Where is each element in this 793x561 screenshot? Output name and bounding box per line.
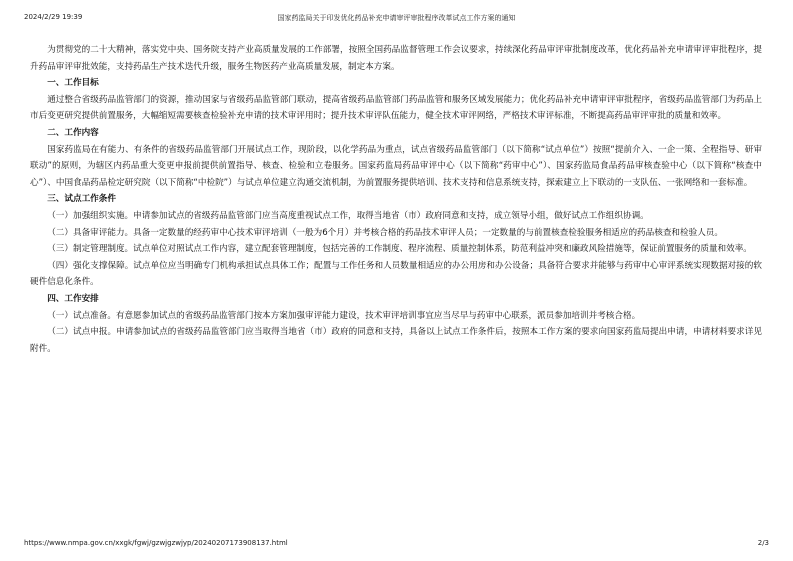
goals-paragraph: 通过整合省级药品监管部门的资源，推动国家与省级药品监管部门联动，提高省级药品监管部门药品监管和服务区域发展能力；优化药品补充申请审评审批程序，省级药品监管部门为药品上市后变更研究提供前置服务，大幅缩短需要核查检验补充申请的技术审评用时；提升技术审评队伍能力，健全技术审评网络，严格技术审评标准，不断提高药品审评审批的质量和效率。 [30, 94, 762, 122]
print-header-title: 国家药监局关于印发优化药品补充申请审评审批程序改革试点工作方案的通知 [277, 14, 516, 22]
condition-item: （二）具备审评能力。具备一定数量的经药审中心技术审评培训（一般为6个月）并考核合格的药品技术审评人员；一定数量的与前置核查检验服务相适应的药品核查和检验人员。 [47, 227, 723, 238]
document-body [30, 42, 762, 357]
section-heading-arrangements: 四、工作安排 [47, 293, 99, 304]
section-heading-content: 二、工作内容 [47, 127, 99, 138]
condition-item: （三）制定管理制度。试点单位对照试点工作内容，建立配套管理制度，包括完善的工作制度、程序流程、质量控制体系，防范利益冲突和廉政风险措施等，保证前置服务的质量和效率。 [47, 244, 752, 255]
condition-item: （一）加强组织实施。申请参加试点的省级药品监管部门应当高度重视试点工作，取得当地省（市）政府同意和支持，成立领导小组，做好试点工作组织协调。 [47, 210, 649, 221]
print-date: 2024/2/29 19:39 [24, 13, 83, 21]
page-number: 2/3 [757, 539, 769, 547]
condition-item: （四）强化支撑保障。试点单位应当明确专门机构承担试点具体工作；配置与工作任务和人员数量相适应的办公用房和办公设备；具备符合要求并能够与药审中心审评系统实现数据对接的软硬件信息化条件。 [30, 260, 762, 288]
source-url[interactable]: https://www.nmpa.gov.cn/xxgk/fgwj/gzwjgzwjyp/20240207173908137.html [24, 539, 288, 547]
section-heading-conditions: 三、试点工作条件 [47, 194, 116, 205]
arrangement-item: （二）试点申报。申请参加试点的省级药品监管部门应当取得当地省（市）政府的同意和支持，具备以上试点工作条件后，按照本工作方案的要求向国家药监局提出申请，申请材料要求详见附件。 [30, 327, 762, 354]
section-heading-goals: 一、工作目标 [47, 78, 99, 89]
arrangement-item: （一）试点准备。有意愿参加试点的省级药品监管部门按本方案加强审评能力建设，技术审评培训事宜应当尽早与药审中心联系，派员参加培训并考核合格。 [47, 310, 641, 321]
intro-paragraph: 为贯彻党的二十大精神，落实党中央、国务院支持产业高质量发展的工作部署，按照全国药品监督管理工作会议要求，持续深化药品审评审批制度改革，优化药品补充申请审评审批程序，提升药品审评审批效能，支持药品生产技术迭代升级，服务生物医药产业高质量发展，制定本方案。 [30, 45, 762, 72]
content-paragraph: 国家药监局在有能力、有条件的省级药品监管部门开展试点工作，现阶段，以化学药品为重点，试点省级药品监管部门（以下简称“试点单位”）按照“提前介入、一企一策、全程指导、研审联动”的原则，为辖区内药品重大变更申报前提供前置指导、核查、检验和立卷服务。国家药监局药品审评中心（以下简称“药审中心”）、国家药监局食品药品审核查验中心（以下简称“核查中心”）、中国食品药品检定研究院（以下简称“中检院”）与试点单位建立沟通交流机制，为前置服务提供培训、技术支持和信息系统支持，探索建立上下联动的一支队伍、一张网络和一套标准。 [30, 144, 762, 188]
